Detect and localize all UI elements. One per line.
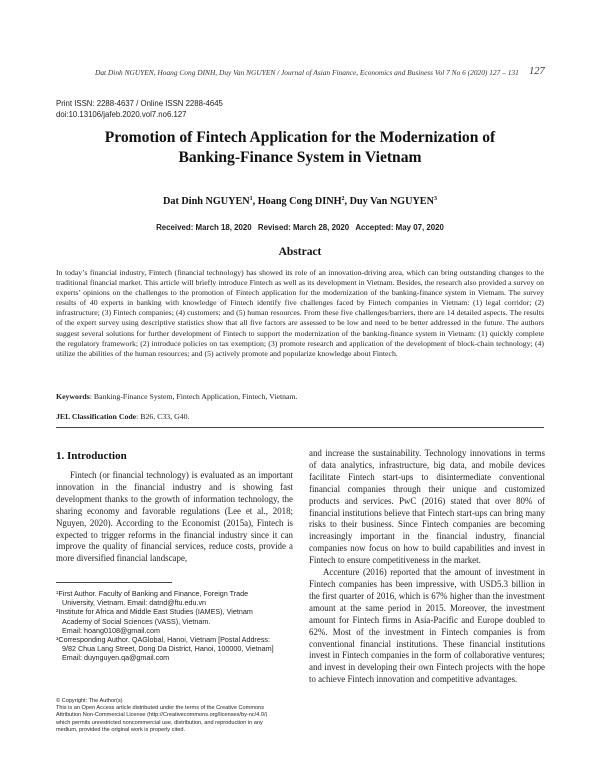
article-dates [40,223,560,232]
author-affiliation-mark: 2 [341,196,345,202]
author-name: Duy Van NGUYEN [349,196,434,207]
publication-meta [56,99,223,120]
keywords-label: Keywords [56,392,90,401]
page-number: 127 [529,66,545,77]
divider [56,427,544,428]
issn-line: Print ISSN: 2288-4637 / Online ISSN 2288-4645 [56,99,223,108]
footnote-line: Academy of Social Sciences (VASS), Vietnam. [62,616,211,626]
author-affiliation-mark: 3 [433,196,437,202]
section-heading: 1. Introduction [56,450,127,462]
author-name: Hoang Cong DINH [257,196,342,207]
license-line: This is an Open Access article distributed under the terms of the Creative Commons [56,705,264,712]
author-affiliation-mark: 1 [249,196,253,202]
accepted-date: Accepted: May 07, 2020 [355,223,444,232]
footnotes [56,589,294,663]
license-notice [56,698,294,734]
footnote-line: 9/82 Chua Lang Street, Dong Da District, Hanoi, 100000, Vietnam] [62,644,274,654]
license-line: medium, provided the original work is properly cited. [56,726,186,733]
running-header [0,68,600,82]
license-line: Attribution Non-Commercial License (http://Creativecommons.org/licenses/by-nc/4.0/) [56,712,268,719]
running-title: Dat Dinh NGUYEN, Hoang Cong DINH, Duy Van NGUYEN / Journal of Asian Finance, Economics and Business Vol 7 No 6 (2020) 127 – 131 [95,68,519,77]
received-date: Received: March 18, 2020 [156,223,252,232]
jel-label: JEL Classification Code [56,412,137,421]
author-list: Dat Dinh NGUYEN$^1$, Hoang Cong DINH$^2$, Duy Van NGUYEN$^3$ [163,196,437,207]
intro-paragraph: Accenture (2016) reported that the amount of investment in Fintech companies has been impressive, with USD5.3 billion in the first quarter of 2016, which is 67% higher than the investment amount at the same period in 2015. Moreover, the investment amount for Fintech firms in Asia-Pacific and Europe doubled to 62%. Most of the investment in Fintech companies is from conventional financial institutions. These financial institutions invest in Fintech companies in the form of collaborative ventures; and invest in developing their own Fintech projects with the hope to achieve Fintech innovation and competitive advantages. [309,567,545,685]
jel-text: : B26, C33, G40. [136,412,190,421]
license-line: which permits unrestricted noncommercial use, distribution, and reproduction in any [56,719,263,726]
footnote-line: ²Institute for Africa and Middle East Studies (IAMES), Vietnam [56,607,253,617]
right-column [309,448,545,686]
title-line-2: Banking-Finance System in Vietnam [178,149,422,166]
revised-date: Revised: March 28, 2020 [257,223,350,232]
paper-title [40,128,560,168]
footnote-3 [56,635,294,663]
footnote-line: ³Corresponding Author. QAGlobal, Hanoi, Vietnam [Postal Address: [56,635,271,645]
footnote-line: Email: duynguyen.qa@gmail.com [62,653,170,663]
title-line-1: Promotion of Fintech Application for the Modernization of [104,129,496,146]
intro-paragraph: Fintech (or financial technology) is evaluated as an important innovation in the financial industry and is showing fast development thanks to the growth of information technology, the sharing economy and favorable regulations (Lee et al., 2018; Nguyen, 2020). According to the Economist (2015a), Fintech is expected to trigger reforms in the financial industry since it can improve the quality of financial services, reduce costs, provide a more diversified financial landscape, [56,470,293,564]
footnote-line: Email: hoang0108@gmail.com [62,625,160,635]
copyright-line: © Copyright: The Author(s) [56,698,123,704]
footnote-1 [56,589,294,607]
keywords [56,392,544,401]
abstract-heading: Abstract [278,246,322,258]
footnote-2 [56,607,294,635]
abstract-text: In today’s financial industry, Fintech (financial technology) has showed its role of an innovation-driving area, which can bring outstanding changes to the traditional financial market. This article will briefly introduce Fintech as well as its development in Vietnam. Besides, the research also provided a survey on experts’ opinions on the challenges to the promotion of Fintech application for the modernization of the banking-finance system in Vietnam. The survey results of 40 experts in banking with knowledge of Fintech identify five challenges faced by Fintech companies in Vietnam: (1) legal corridor; (2) infrastructure; (3) Fintech companies; (4) customers; and (5) human resources. From these five challenges/barriers, there are 14 detailed aspects. The results of the expert survey using descriptive statistics show that all five factors are assessed to be low and need to be better addressed in the future. The authors suggest several solutions for further development of Fintech to support the modernization of the banking-finance system in Vietnam: (1) quickly complete the regulatory framework; (2) introduce policies on tax exemption; (3) promote research and application of the development of block-chain technology; (4) utilize the abilities of the human resources; and (5) actively promote and popularize knowledge about Fintech. [56,268,544,358]
author-name: Dat Dinh NGUYEN [163,196,250,207]
jel-codes [56,412,544,421]
footnote-line: ¹First Author. Faculty of Banking and Finance, Foreign Trade [56,589,249,598]
doi-line[interactable]: doi:10.13106/jafeb.2020.vol7.no6.127 [56,109,187,119]
left-column [56,470,293,565]
intro-paragraph-continued: and increase the sustainability. Technology innovations in terms of data analytics, infrastructure, big data, and mobile devices facilitate Fintech start-ups to disintermediate conventional financial companies through their unique and customized products and services. PwC (2016) stated that over 80% of financial institutions believe that Fintech start-ups can bring many risks to their business. Since Fintech companies are becoming increasingly important in the financial industry, financial companies now focus on how to build capabilities and invest in Fintech to ensure competitiveness in the market. [309,448,545,566]
footnote-line: University, Vietnam. Email: datnd@ftu.edu.vn [62,598,207,608]
keywords-text: : Banking-Finance System, Fintech Application, Fintech, Vietnam. [89,392,298,401]
footnote-rule [56,582,172,583]
